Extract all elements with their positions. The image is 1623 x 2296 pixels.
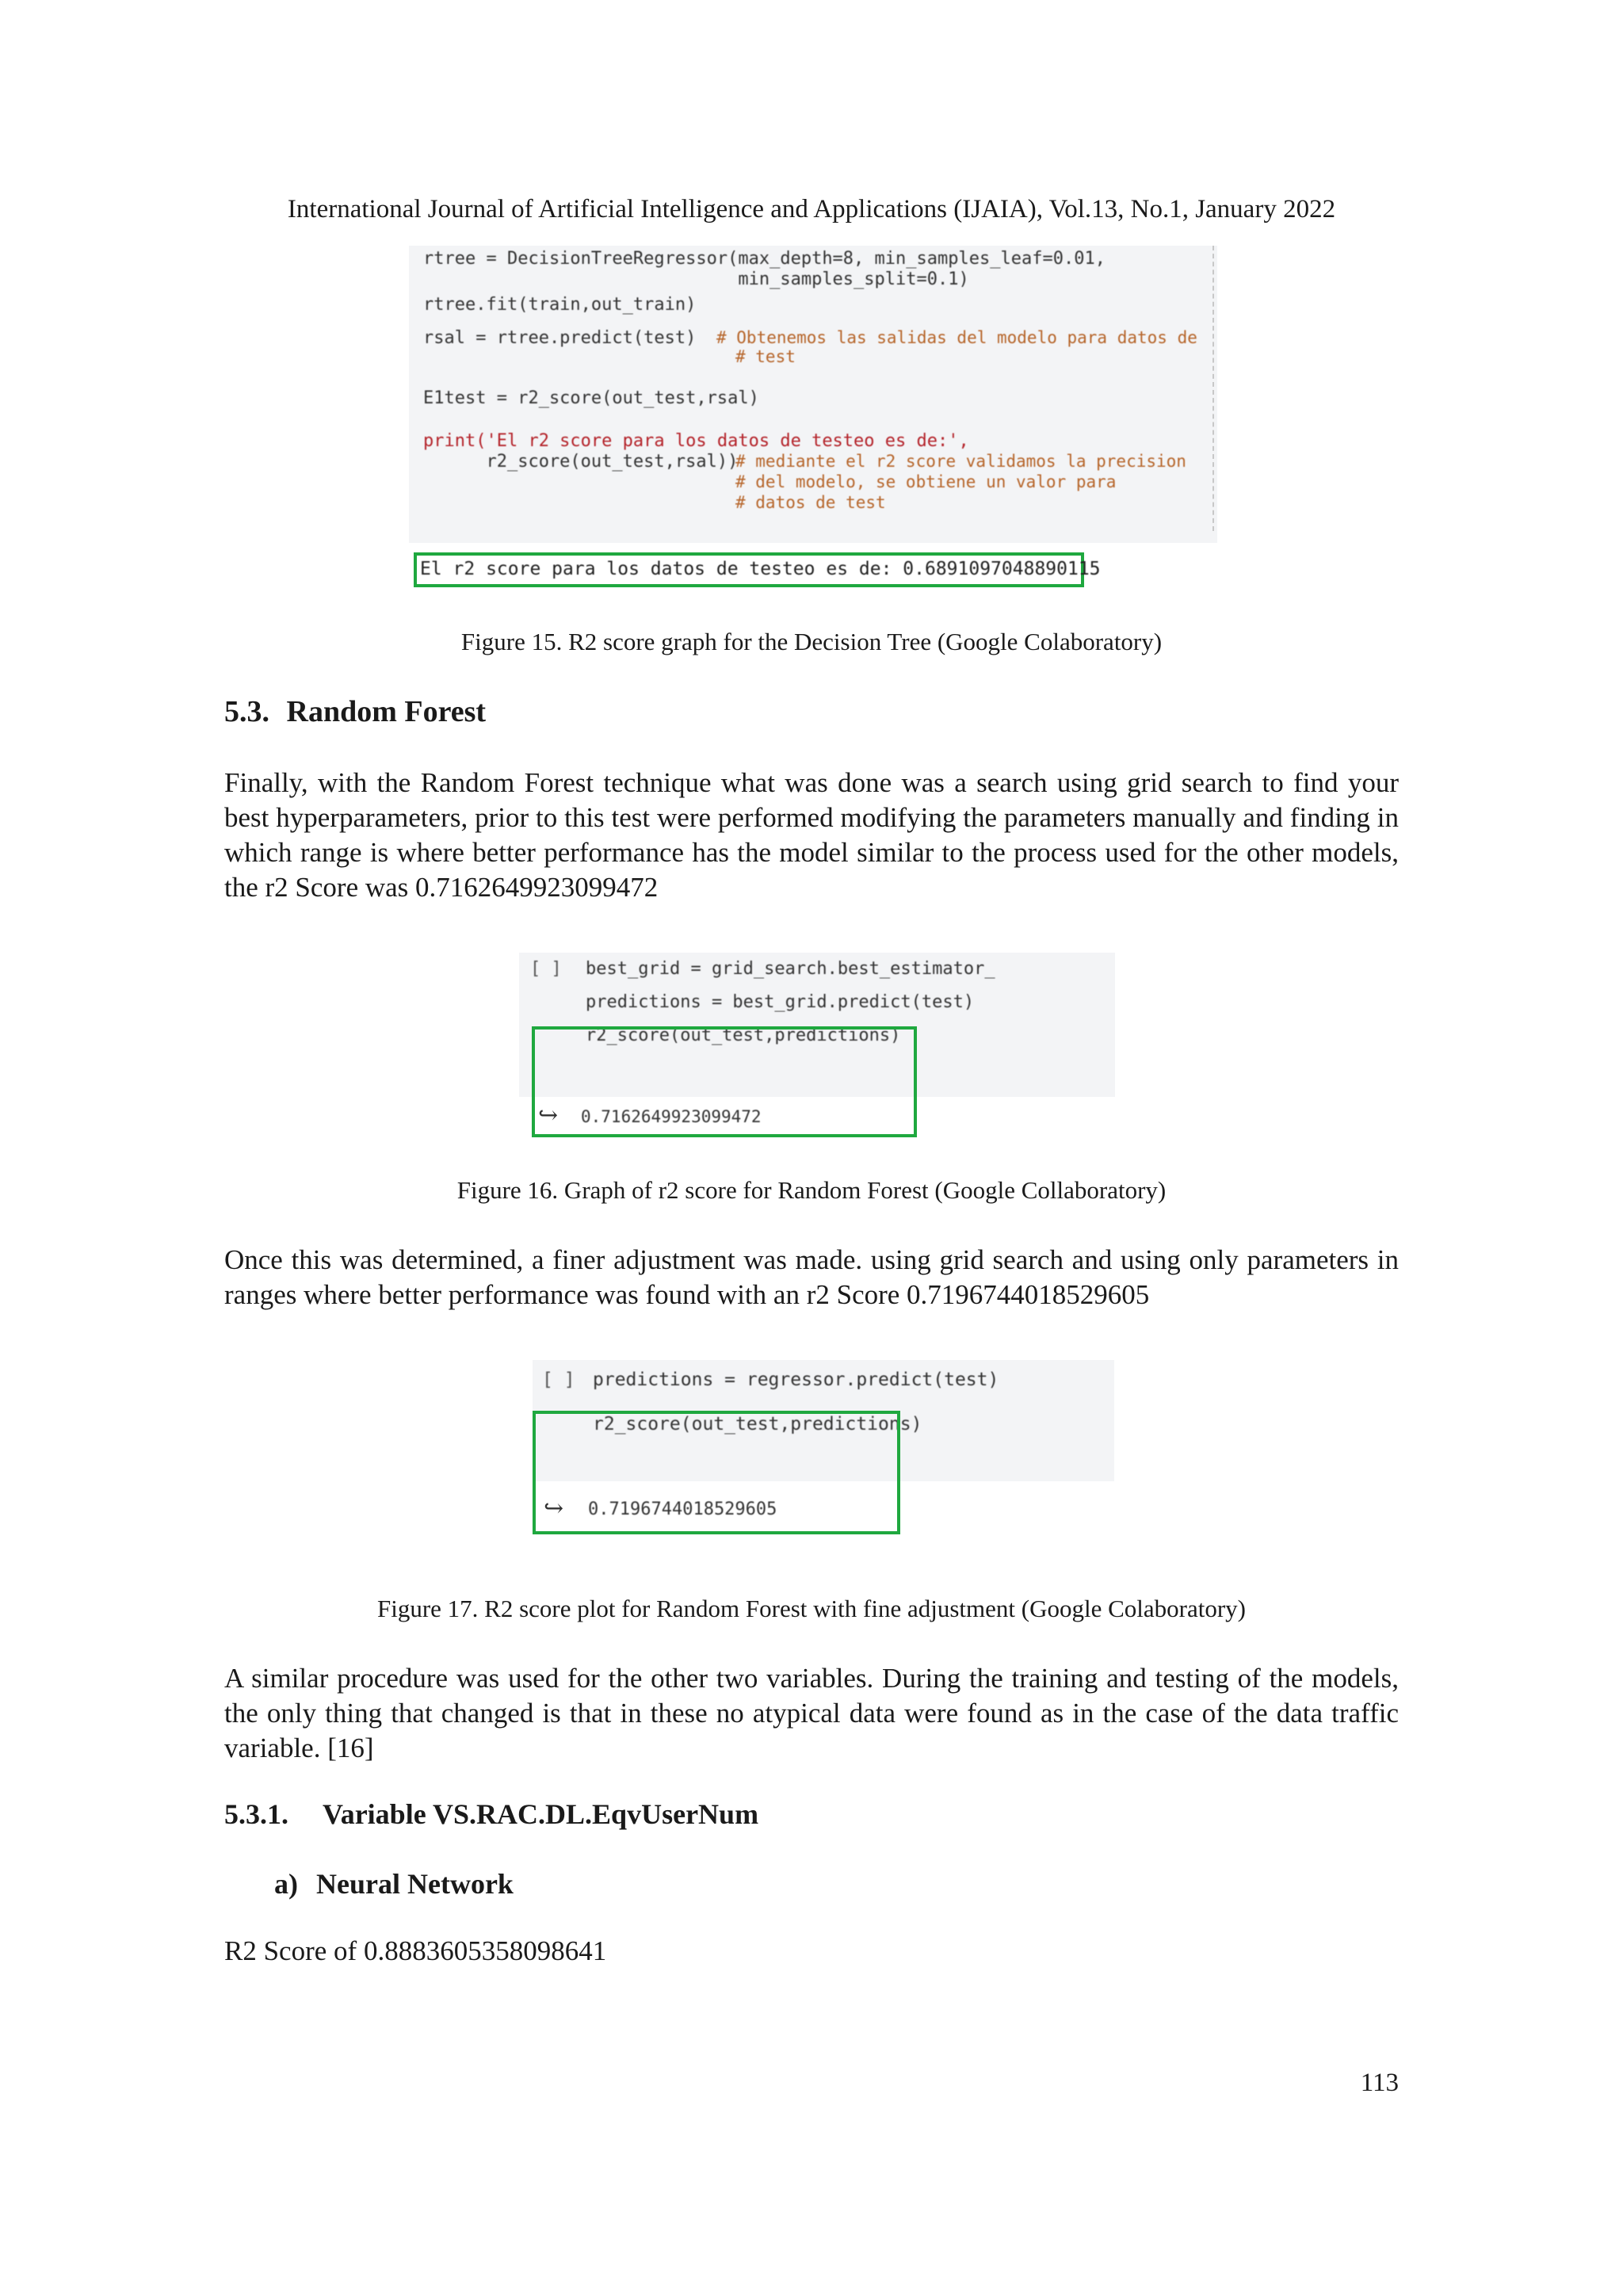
code-line: best_grid = grid_search.best_estimator_ <box>586 959 995 979</box>
journal-header: International Journal of Artificial Intelligence and Applications (IJAIA), Vol.13, No.1, January 2022 <box>287 195 1336 223</box>
code-line: rtree = DecisionTreeRegressor(max_depth=8, min_samples_leaf=0.01, <box>423 249 1106 269</box>
section-title: Random Forest <box>286 695 487 728</box>
section-number: 5.3. <box>224 695 269 728</box>
list-heading <box>274 1867 514 1901</box>
code-line: r2_score(out_test,predictions) <box>593 1414 922 1435</box>
r2-result-line: R2 Score of 0.8883605358098641 <box>224 1935 607 1966</box>
figure-15-image <box>409 246 1217 543</box>
code-line: rtree.fit(train,out_train) <box>423 295 697 315</box>
body-paragraph: Once this was determined, a finer adjustment was made. using grid search and using only parameters in ranges where better performance was found with an r2 Score 0.7196744018529605 <box>224 1244 1399 1310</box>
section-number: 5.3.1. <box>224 1798 288 1830</box>
output-arrow-icon: ↪ <box>538 1102 559 1129</box>
body-paragraph: A similar procedure was used for the other two variables. During the training and testing of the models, the only thing that changed is that in these no atypical data were found as in the case of the data traffic variable. [16] <box>224 1663 1399 1763</box>
code-output: El r2 score para los datos de testeo es de: 0.6891097048890115 <box>420 559 1101 579</box>
code-line: min_samples_split=0.1) <box>423 269 969 289</box>
cell-marker: [ ] <box>530 959 562 979</box>
code-line: E1test = r2_score(out_test,rsal) <box>423 388 759 408</box>
code-comment: # del modelo, se obtiene un valor para <box>735 472 1117 491</box>
figure-15-caption: Figure 15. R2 score graph for the Decision Tree (Google Colaboratory) <box>460 628 1163 655</box>
subsection-heading <box>224 1797 758 1831</box>
list-marker: a) <box>274 1868 298 1900</box>
code-output: 0.7196744018529605 <box>588 1499 777 1519</box>
code-comment: # datos de test <box>735 493 886 512</box>
section-title: Variable VS.RAC.DL.EqvUserNum <box>323 1798 759 1830</box>
code-line: print('El r2 score para los datos de testeo es de:', <box>423 431 969 451</box>
code-comment: # test <box>735 347 796 366</box>
figure-17-caption: Figure 17. R2 score plot for Random Forest with fine adjustment (Google Colaboratory) <box>376 1595 1246 1622</box>
body-paragraph: Finally, with the Random Forest technique what was done was a search using grid search to find your best hyperparameters, prior to this test were performed modifying the parameters manually and finding in which range is where better performance has the model similar to the process used for the other models, the r2 Score was 0.7162649923099472 <box>224 767 1399 903</box>
figure-15-output-area <box>409 543 1217 590</box>
code-output: 0.7162649923099472 <box>581 1107 762 1126</box>
code-comment: # Obtenemos las salidas del modelo para datos de <box>716 328 1197 347</box>
code-line: r2_score(out_test,rsal)) <box>423 452 739 472</box>
code-line: r2_score(out_test,predictions) <box>586 1026 901 1045</box>
code-line: predictions = best_grid.predict(test) <box>586 992 975 1012</box>
page-number: 113 <box>1360 2069 1399 2097</box>
code-line: rsal = rtree.predict(test) <box>423 328 697 348</box>
cell-border <box>1212 246 1214 531</box>
code-line: predictions = regressor.predict(test) <box>593 1370 999 1390</box>
figure-16-output-area <box>519 1026 931 1137</box>
figure-17-output-area <box>533 1411 905 1534</box>
cell-marker: [ ] <box>542 1370 575 1390</box>
output-arrow-icon: ↪ <box>544 1496 564 1522</box>
figure-16-caption: Figure 16. Graph of r2 score for Random Forest (Google Collaboratory) <box>456 1176 1167 1204</box>
list-title: Neural Network <box>316 1868 514 1900</box>
section-heading <box>224 694 486 729</box>
code-comment: # mediante el r2 score validamos la precision <box>735 452 1186 471</box>
